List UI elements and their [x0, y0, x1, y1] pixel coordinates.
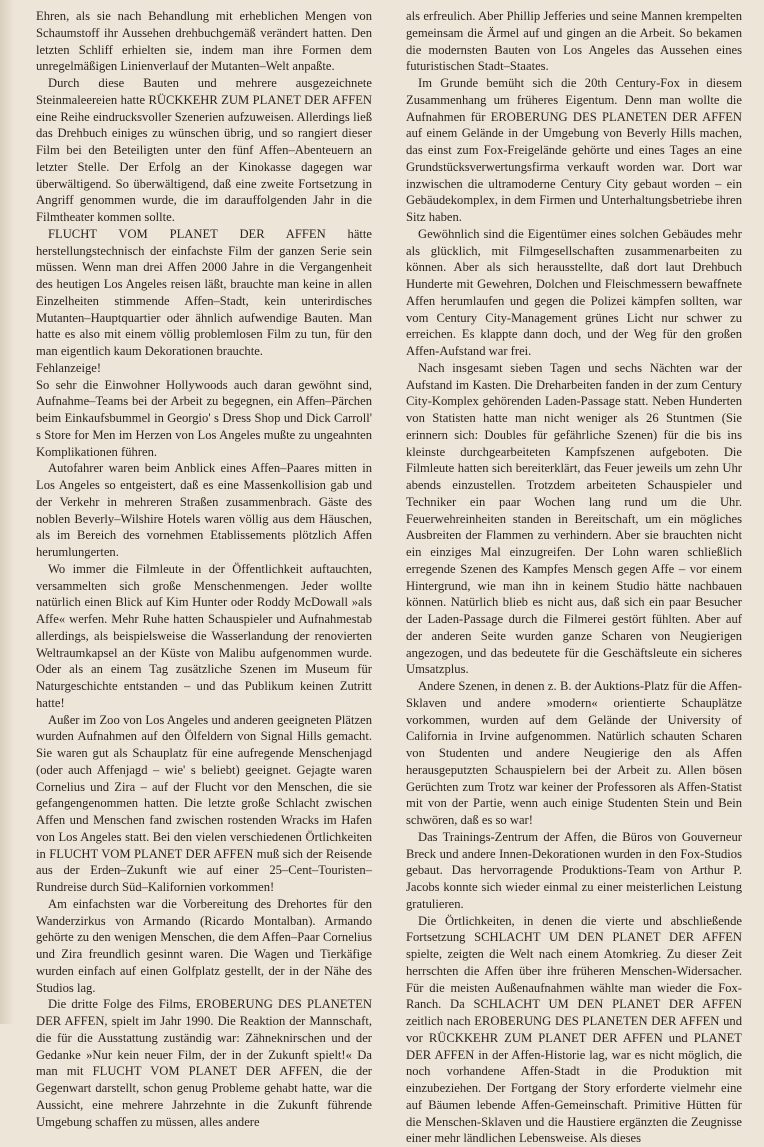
paragraph: Fehlanzeige!	[36, 360, 372, 377]
paragraph: Nach insgesamt sieben Tagen und sechs Nächten war der Aufstand im Kasten. Die Dreharbeiten fanden in der zum Century City-Komplex gehörenden Laden-Passage statt. Neben Hunderten von Statisten hatte man nicht weniger als 26 Stuntmen (Sie erinnern sich: Doubles für gefährliche Szenen) für die bis ins kleinste durchgearbeiteten Kampfszenen aufgeboten. Die Filmleute hatten sich bereiterklärt, das Feuer jeweils um zehn Uhr abends einzustellen. Trotzdem arbeiteten Schauspieler und Techniker ein paar Wochen lang rund um die Uhr. Feuerwehreinheiten standen in Bereitschaft, um ein mögliches Ausbreiten der Flammen zu verhindern. Aber sie brauchten nicht ein einziges Mal einzugreifen. Der Lohn waren schließlich erregende Szenen des Kampfes Mensch gegen Affe – vor einem Hintergrund, wie man ihn in keinem Studio hätte nachbauen können. Natürlich blieb es nicht aus, daß sich ein paar Besucher der Laden-Passage durch die Filmerei gestört fühlten. Aber auf der anderen Seite wurden ganze Scharen von Neugierigen angezogen, und das bedeutete für die Geschäftsleute ein sicheres Umsatzplus.	[406, 360, 742, 678]
paragraph: Das Trainings-Zentrum der Affen, die Büros von Gouverneur Breck und andere Innen-Dekorationen wurden in den Fox-Studios gebaut. Das hervorragende Produktions-Team von Arthur P. Jacobs konnte sich wieder einmal zu einer meisterlichen Leistung gratulieren.	[406, 829, 742, 913]
paragraph: Außer im Zoo von Los Angeles und anderen geeigneten Plätzen wurden Aufnahmen auf den Ölfeldern von Signal Hills gemacht. Sie waren gut als Schauplatz für eine aufregende Menschenjagd (oder auch Affenjagd – wie' s beliebt) geeignet. Gejagte waren Cornelius und Zira – auf der Flucht vor den Menschen, die sie gefangengenommen hatten. Die letzte große Schlacht zwischen Affen und Menschen fand zwischen rostenden Wracks im Hafen von Los Angeles statt. Bei den vielen verschiedenen Örtlichkeiten in FLUCHT VOM PLANET DER AFFEN muß sich der Reisende aus der Erden–Zukunft wie auf einer 25–Cent–Touristen–Rundreise durch Süd–Kalifornien vorkommen!	[36, 712, 372, 896]
paragraph: Wo immer die Filmleute in der Öffentlichkeit auftauchten, versammelten sich große Menschenmengen. Jeder wollte natürlich einen Blick auf Kim Hunter oder Roddy McDowall »als Affe« werfen. Mehr Ruhe hatten Schauspieler und Aufnahmestab allerdings, als beispielsweise die Wasserlandung der renovierten Weltraumkapsel an der Küste von Malibu aufgenommen wurde. Oder als an einem Tag zusätzliche Szenen im Museum für Naturgeschichte entstanden – und das Publikum keinen Zutritt hatte!	[36, 561, 372, 712]
paragraph: So sehr die Einwohner Hollywoods auch daran gewöhnt sind, Aufnahme–Teams bei der Arbeit zu begegnen, ein Affen–Pärchen beim Einkaufsbummel in Georgio' s Dress Shop und Dick Carroll' s Store for Men im Herzen von Los Angeles mußte zu ungeahnten Komplikationen führen.	[36, 377, 372, 461]
page-gutter-shadow	[0, 0, 14, 1024]
left-column	[36, 8, 372, 1147]
paragraph: Autofahrer waren beim Anblick eines Affen–Paares mitten in Los Angeles so entgeistert, daß es eine Massenkollision gab und der Verkehr in mehreren Straßen zusammenbrach. Gäste des noblen Beverly–Wilshire Hotels waren völlig aus dem Häuschen, als im Bereich des vornehmen Etablissements plötzlich Affen herumlungerten.	[36, 460, 372, 561]
paragraph: als erfreulich. Aber Phillip Jefferies und seine Mannen krempelten gemeinsam die Ärmel auf und gingen an die Arbeit. So bekamen die modernsten Bauten von Los Angeles das Aussehen eines futuristischen Stadt–Staates.	[406, 8, 742, 75]
paragraph: Durch diese Bauten und mehrere ausgezeichnete Steinmaleereien hatte RÜCKKEHR ZUM PLANET DER AFFEN eine Reihe eindrucksvoller Szenerien aufzuweisen. Allerdings ließ das Drehbuch einiges zu wünschen übrig, und so rangiert dieser Film bei den Beteiligten unter den fünf Affen–Abenteuern an letzter Stelle. Der Erfolg an der Kinokasse dagegen war überwältigend. So überwältigend, daß eine zweite Fortsetzung in Angriff genommen wurde, die im darauffolgenden Jahr in die Filmtheater kommen sollte.	[36, 75, 372, 226]
paragraph: Gewöhnlich sind die Eigentümer eines solchen Gebäudes mehr als glücklich, mit Filmgesellschaften zusammenarbeiten zu können. Aber als sich herausstellte, daß dort laut Drehbuch Hunderte mit Gewehren, Dolchen und Fleischmessern bewaffnete Affen herumlaufen und gegen die Polizei kämpfen sollten, war vom Century City-Management grünes Licht nur schwer zu erreichen. Es klappte dann doch, und der Weg für den großen Affen-Aufstand war frei.	[406, 226, 742, 360]
paragraph: Ehren, als sie nach Behandlung mit erheblichen Mengen von Schaumstoff ihr Aussehen drehbuchgemäß verändert hatten. Den letzten Schliff erhielten sie, indem man ihre Formen dem unregelmäßigen Linienverlauf der Mutanten–Welt anpaßte.	[36, 8, 372, 75]
right-column	[406, 8, 742, 1147]
paragraph: Die dritte Folge des Films, EROBERUNG DES PLANETEN DER AFFEN, spielt im Jahr 1990. Die Reaktion der Mannschaft, die für die Ausstattung zuständig war: Zähneknirschen und der Gedanke »Nur kein neuer Film, der in der Zukunft spielt!« Da man mit FLUCHT VOM PLANET DER AFFEN, die der Gegenwart darstellt, schon genug Probleme gehabt hatte, war die Aussicht, eine mehrere Jahrzehnte in die Zukunft führende Umgebung schaffen zu müssen, alles andere	[36, 996, 372, 1130]
paragraph: FLUCHT VOM PLANET DER AFFEN hätte herstellungstechnisch der einfachste Film der ganzen Serie sein müssen. Wenn man drei Affen 2000 Jahre in die Vergangenheit des heutigen Los Angeles reisen läßt, brauchte man keine in allen Einzelheiten stimmende Affen–Stadt, kein unterirdisches Mutanten–Hauptquartier oder ähnlich aufwendige Bauten. Man hatte es also mit einem völlig problemlosen Film zu tun, für den man eigentlich kaum Dekorationen brauchte.	[36, 226, 372, 360]
text-columns	[36, 8, 742, 1147]
paragraph: Im Grunde bemüht sich die 20th Century-Fox in diesem Zusammenhang um früheres Eigentum. Denn man wollte die Aufnahmen für EROBERUNG DES PLANETEN DER AFFEN auf einem Gelände in der Umgebung von Beverly Hills machen, das einst zum Fox-Freigelände gehörte und eines Tages an eine Grundstücksverwertungsfirma verkauft worden war. Dort war inzwischen die ultramoderne Century City gebaut worden – ein Gebäudekomplex, in dem Firmen und Unterhaltungsbetriebe ihren Sitz haben.	[406, 75, 742, 226]
paragraph: Die Örtlichkeiten, in denen die vierte und abschließende Fortsetzung SCHLACHT UM DEN PLANET DER AFFEN spielte, zeigten die Welt nach einem Atomkrieg. Zu dieser Zeit herrschten die Affen über ihre früheren Menschen-Widersacher. Für die meisten Außenaufnahmen wählte man wieder die Fox-Ranch. Da SCHLACHT UM DEN PLANET DER AFFEN zeitlich nach EROBERUNG DES PLANETEN DER AFFEN und vor RÜCKKEHR ZUM PLANET DER AFFEN und PLANET DER AFFEN in der Affen-Historie lag, war es nicht möglich, die noch vorhandene Affen-Stadt in die Produktion mit einzubeziehen. Der Fortgang der Story erforderte vielmehr eine auf Bäumen lebende Affen-Gemeinschaft. Primitive Hütten für die Menschen-Sklaven und die Haustiere ergänzten die Zeugnisse einer mehr ländlichen Lebensweise. Als dieses	[406, 913, 742, 1147]
paragraph: Am einfachsten war die Vorbereitung des Drehortes für den Wanderzirkus von Armando (Ricardo Montalban). Armando gehörte zu den wenigen Menschen, die dem Affen–Paar Cornelius und Zira freundlich gesinnt waren. Die Wagen und Tierkäfige wurden einfach auf einen Golfplatz gestellt, der in der Nähe des Studios lag.	[36, 896, 372, 997]
paragraph: Andere Szenen, in denen z. B. der Auktions-Platz für die Affen-Sklaven und andere »modern« orientierte Schauplätze vorkommen, wurden auf dem Gelände der University of California in Irvine aufgenommen. Natürlich schauten Scharen von Studenten und andere Neugierige den als Affen herausgeputzten Schauspielern bei der Arbeit zu. Allen bösen Gerüchten zum Trotz war keiner der Professoren als Affen-Statist mit von der Partie, wenn auch einige Studenten Stein und Bein schwören, daß es so war!	[406, 678, 742, 829]
